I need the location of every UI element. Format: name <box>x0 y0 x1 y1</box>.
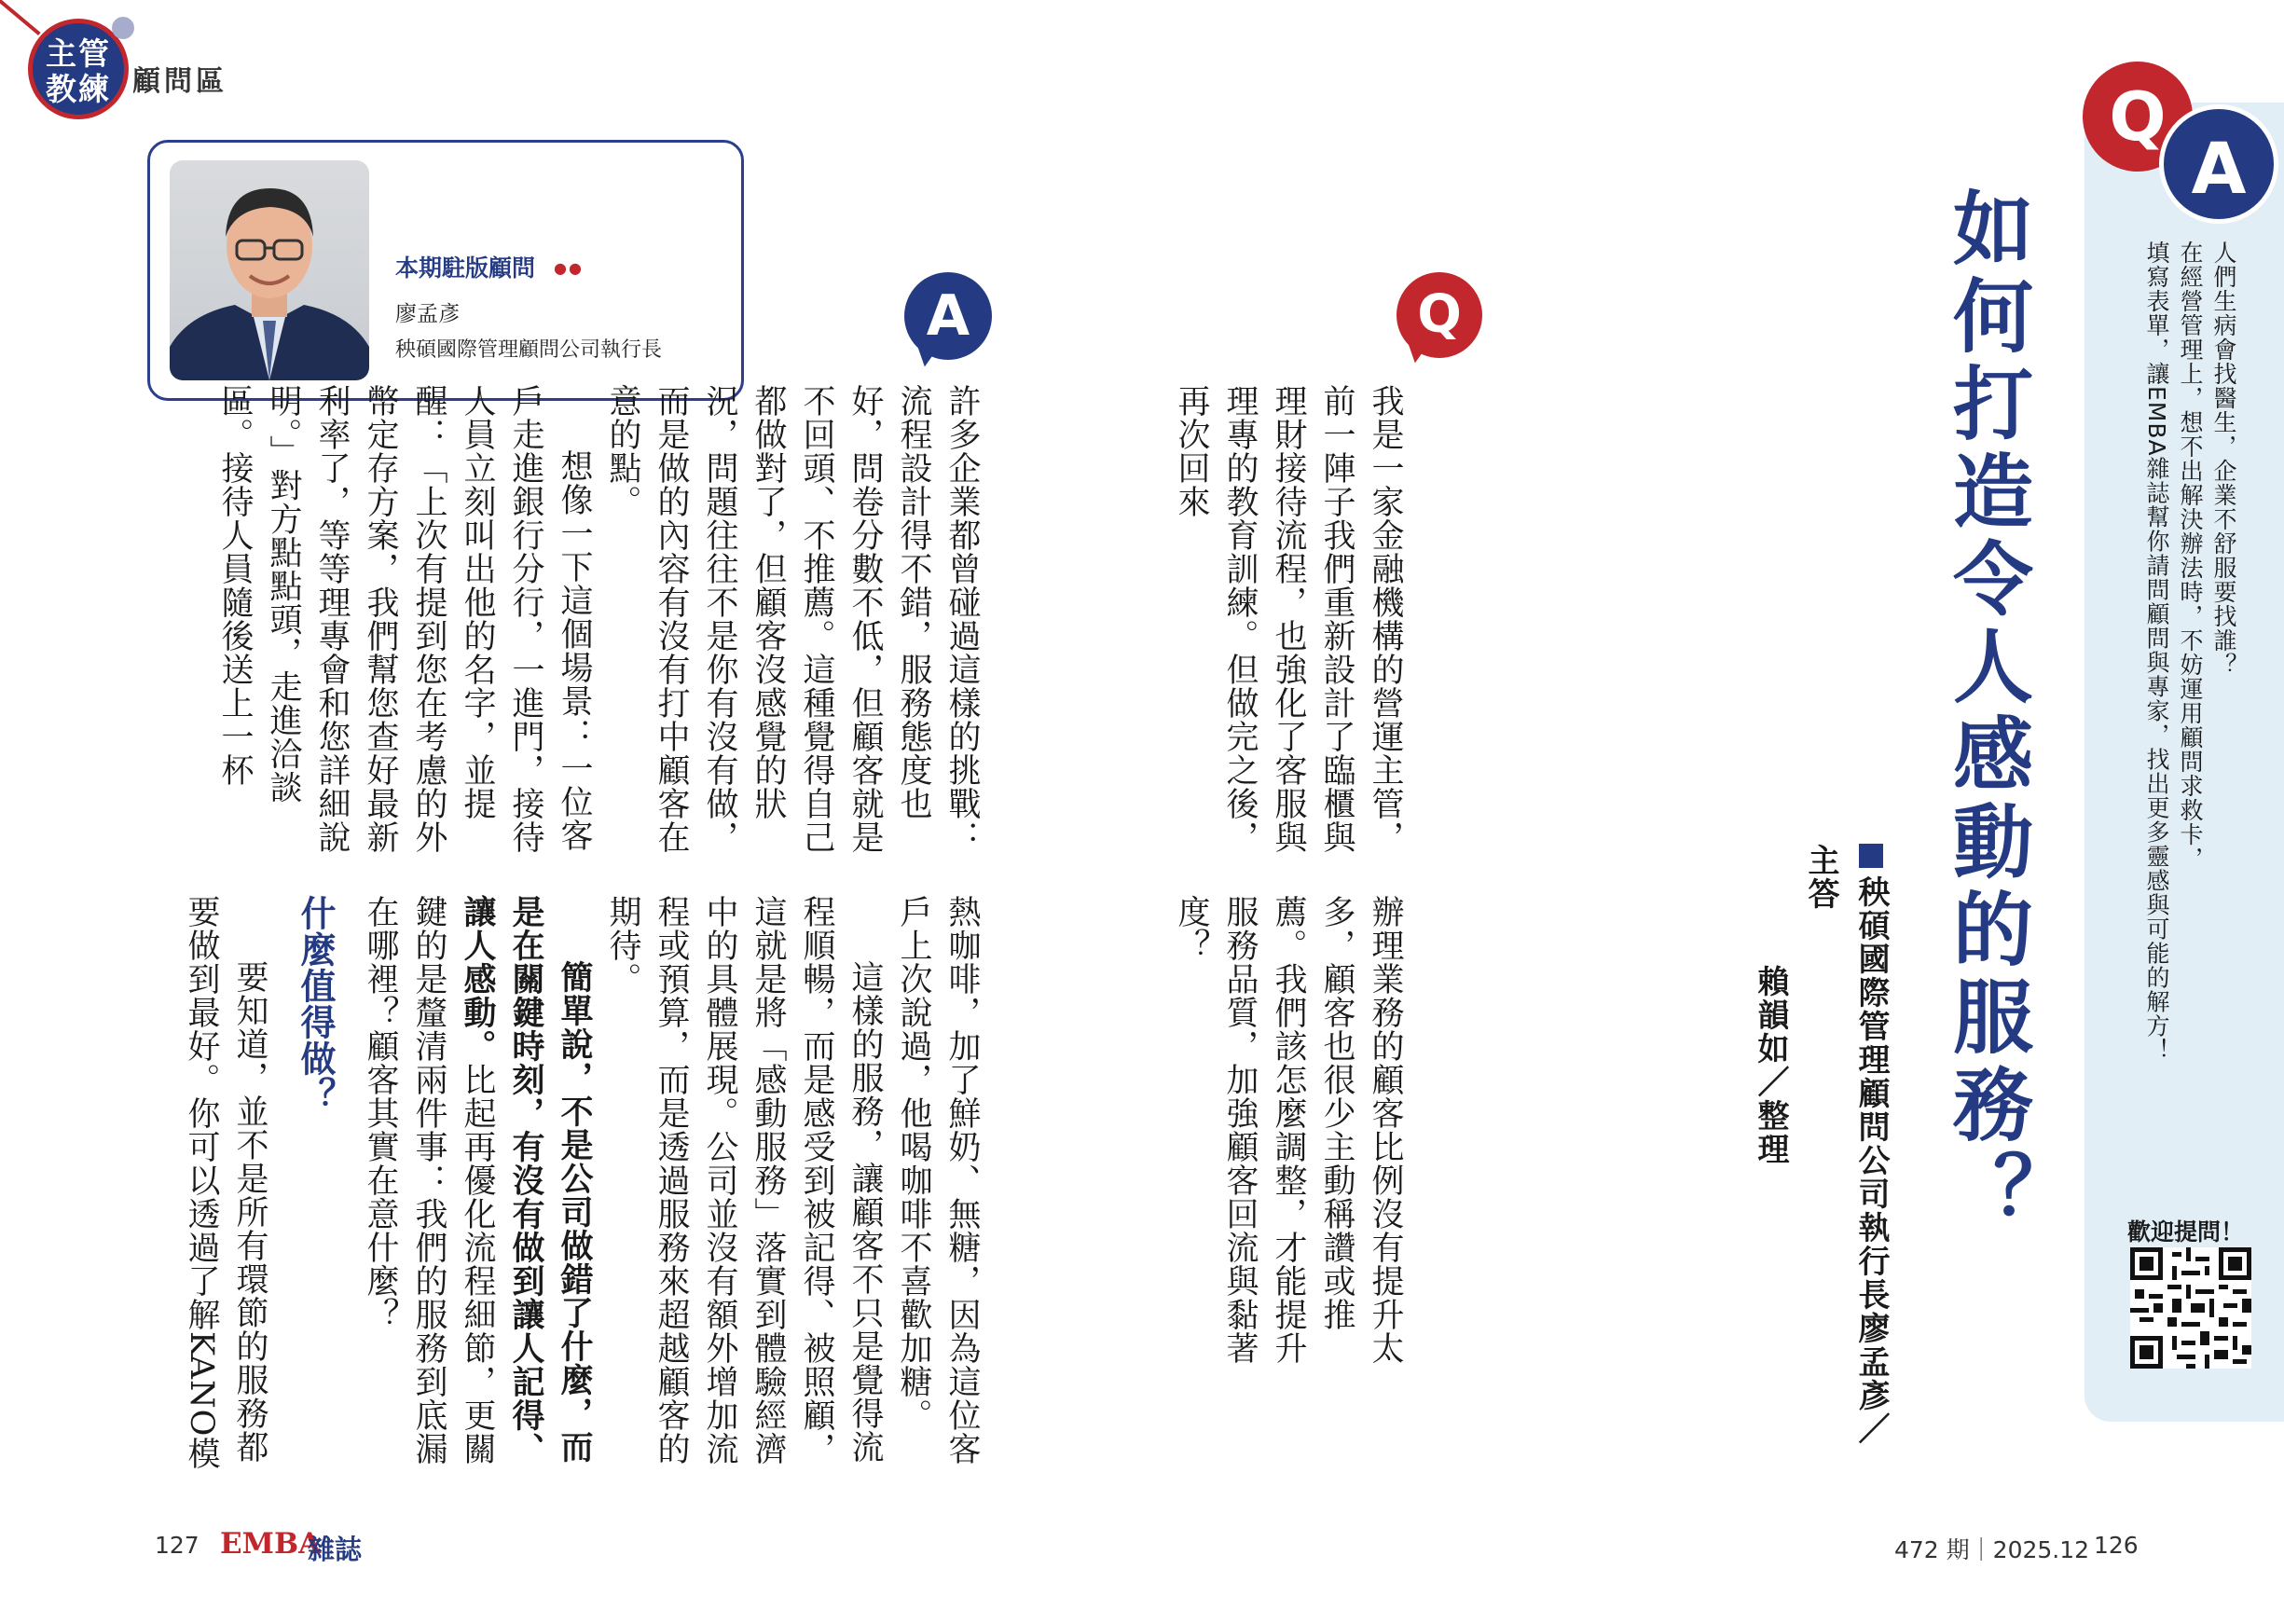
article-title: 如何打造令人感動的服務？ <box>1939 186 2032 1238</box>
byline-answer: 秧碩國際管理顧問公司執行長廖孟彥／主答 <box>1802 844 1890 1446</box>
answer-bottom-block <box>147 895 986 1473</box>
question-text-top: 我是一家金融機構的營運主管，前一陣子我們重新設計了臨櫃與理財接待流程，也強化了客服與理專的教育訓練。但做完之後，再次回來 <box>1173 384 1404 854</box>
qa-intro-line-3: 填寫表單，讓EMBA雜誌幫你請問顧問與專家，找出更多靈感與可能的解方！ <box>2143 241 2170 1063</box>
byline-bar-icon <box>1859 844 1883 868</box>
brand-logo: EMBA <box>220 1527 322 1561</box>
key-point-bold: 簡單說，不是公司做錯了什麼，而是在關鍵時刻，有沒有做到讓人記得、讓人感動。 <box>459 895 593 1466</box>
advisor-name: 廖孟彥 <box>395 302 460 326</box>
answer-paragraph-4: 這樣的服務，讓顧客不只是覺得流程順暢，而是感受到被記得、被照顧，這就是將「感動服務」落實到體驗經濟中的具體展現。公司並沒有額外增加流程或預算，而是透過服務來超越顧客的期待。 <box>604 895 884 1466</box>
qa-q-icon: Q <box>2083 62 2193 172</box>
page-number-right: 126 <box>2094 1532 2139 1559</box>
answer-paragraph-1: 許多企業都曾碰過這樣的挑戰：流程設計得不錯，服務態度也好，問卷分數不低，但顧客就是不回頭、不推薦。這種覺得自己都做對了，但顧客沒感覺的狀況，問題往往不是你有沒有做，而是做的內容有沒有打中顧客在意的點。 <box>604 384 981 854</box>
question-top-block <box>1173 384 1410 878</box>
page-number-left: 127 <box>155 1532 200 1559</box>
badge-line-2: 教練 <box>46 71 111 107</box>
answer-paragraph-3: 熱咖啡，加了鮮奶、無糖，因為這位客戶上次說過，他喝咖啡不喜歡加糖。 <box>895 895 981 1466</box>
answer-paragraph-2: 想像一下這個場景：一位客戶走進銀行分行，一進門，接待人員立刻叫出他的名字，並提醒：「上次有提到您在考慮的外幣定存方案，我們幫您查好最新利率了，等等理專會和您詳細說明。」對方點點頭，走進洽談區。接待人員隨後送上一杯 <box>216 384 593 854</box>
advisor-card-dots: ●● <box>554 259 584 277</box>
answer-bubble-icon: A <box>904 272 992 360</box>
key-point-rest: 比起再優化流程細節，更關鍵的是釐清兩件事：我們的服務到底漏在哪裡？顧客其實在意什麼？ <box>362 895 496 1466</box>
section-label: 顧問區 <box>132 65 227 98</box>
advisor-photo <box>170 160 369 380</box>
welcome-question-label: 歡迎提問！ <box>2127 1218 2245 1246</box>
brand-logo-subtitle: 雜誌 <box>308 1534 363 1565</box>
answer-top-block <box>147 384 986 869</box>
qr-code-icon[interactable] <box>2130 1247 2251 1369</box>
qa-a-icon: A <box>2159 104 2278 224</box>
badge-line-1: 主管 <box>46 35 111 72</box>
byline <box>1745 844 1896 1478</box>
qa-intro-line-2: 在經營管理上，想不出解決辦法時，不妨運用顧問求救卡， <box>2177 241 2204 871</box>
qa-intro-text <box>2140 241 2240 1210</box>
question-text-bottom: 辦理業務的顧客比例沒有提升太多，顧客也很少主動稱讚或推薦。我們該怎麼調整，才能提升服務品質，加強顧客回流與黏著度？ <box>1173 895 1404 1365</box>
question-bottom-block <box>1173 895 1410 1389</box>
answer-paragraph-6: 要知道，並不是所有環節的服務都要做到最好。你可以透過了解KANO模 <box>183 895 268 1471</box>
subheading: 什麼值得做？ <box>295 895 336 1113</box>
advisor-title: 秧碩國際管理顧問公司執行長 <box>395 338 663 362</box>
byline-editor: 賴韻如／整理 <box>1752 965 1789 1166</box>
question-bubble-icon: Q <box>1397 272 1482 358</box>
advisor-card-heading: 本期駐版顧問 <box>395 255 536 282</box>
corner-accent-line <box>0 0 41 35</box>
issue-info: 472 期｜2025.12 <box>1894 1536 2090 1563</box>
qa-intro-line-1: 人們生病會找醫生，企業不舒服要找誰？ <box>2210 241 2237 677</box>
decorative-dot <box>112 17 134 39</box>
answer-paragraph-5 <box>356 895 599 1473</box>
